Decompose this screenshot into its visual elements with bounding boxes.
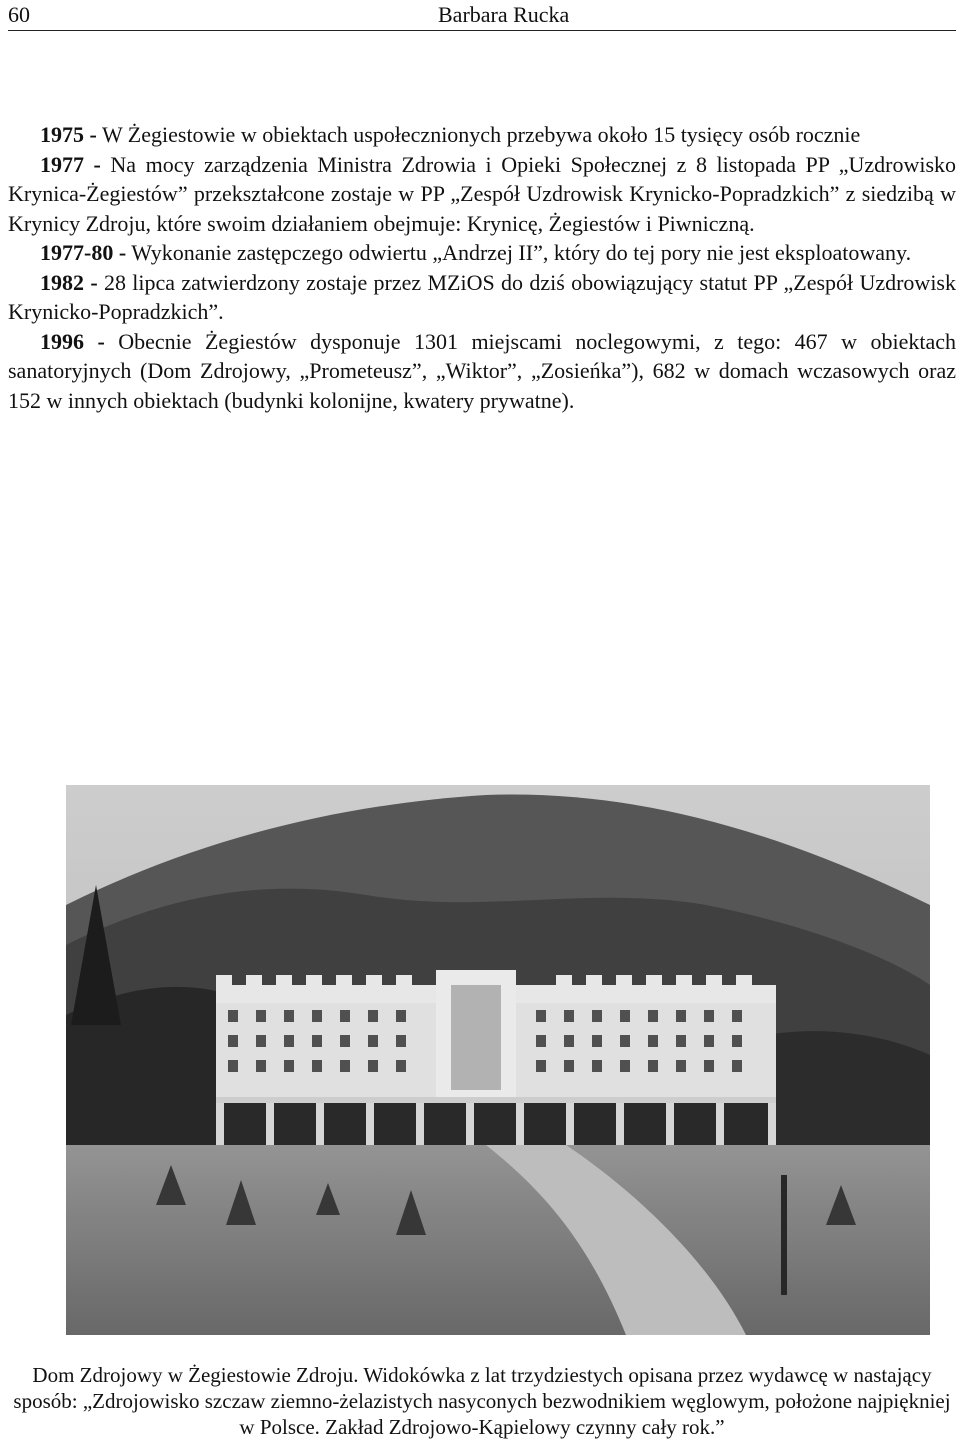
entry-text: Na mocy zarządzenia Ministra Zdrowia i Opieki Społecznej z 8 listopada PP „Uzdrowisko Krynica-Żegiestów” przekształcone zostaje w PP „Zespół Uzdrowisk Krynicko-Popradzkich” z siedzibą w Krynicy Zdroju, które swoim działaniem obejmuje: Krynicę, Żegiestów i Piwniczną.: [8, 151, 957, 236]
page-number: 60: [8, 2, 30, 27]
chronology-entry-1982: [8, 268, 956, 327]
chronology-entry-1996: [8, 327, 956, 416]
figure-caption: Dom Zdrojowy w Żegiestowie Zdroju. Widokówka z lat trzydziestych opisana przez wydawcę w nastający sposób: „Zdrojowisko szczaw ziemno-żelazistych nasyconych bezwodnikiem węglowym, położone najpiękniej w Polsce. Zakład Zdrojowo-Kąpielowy czynny cały rok.”: [13, 1363, 951, 1439]
entry-text: Wykonanie zastępczego odwiertu „Andrzej II”, który do tej pory nie jest eksploatowany.: [131, 240, 912, 265]
chronology-text: [8, 120, 956, 415]
entry-year: 1977-80 -: [40, 240, 127, 265]
entry-year: 1977 -: [40, 151, 101, 177]
chronology-entry-1975: [8, 120, 956, 150]
running-head-author: Barbara Rucka: [438, 2, 570, 27]
entry-year: 1996 -: [40, 328, 105, 354]
entry-text: W Żegiestowie w obiektach uspołecznionych przebywa około 15 tysięcy osób rocznie: [101, 122, 861, 147]
entry-year: 1982 -: [40, 269, 98, 295]
photo-drawing: [66, 785, 930, 1335]
entry-text: 28 lipca zatwierdzony zostaje przez MZiOS do dziś obowiązujący statut PP „Zespół Uzdrowisk Krynicko-Popradzkich”.: [8, 269, 956, 324]
photo-dom-zdrojowy: [66, 785, 930, 1335]
photo-grain: [66, 785, 930, 1335]
chronology-entry-1977: [8, 150, 956, 239]
page-header: [8, 0, 956, 31]
entry-year: 1975 -: [40, 122, 97, 147]
entry-text: Obecnie Żegiestów dysponuje 1301 miejscami noclegowymi, z tego: 467 w obiektach sanatoryjnych (Dom Zdrojowy, „Prometeusz”, „Wiktor”, „Zosieńka”), 682 w domach wczasowych oraz 152 w innych obiektach (budynki kolonijne, kwatery prywatne).: [8, 328, 956, 413]
chronology-entry-1977-80: [8, 238, 956, 268]
